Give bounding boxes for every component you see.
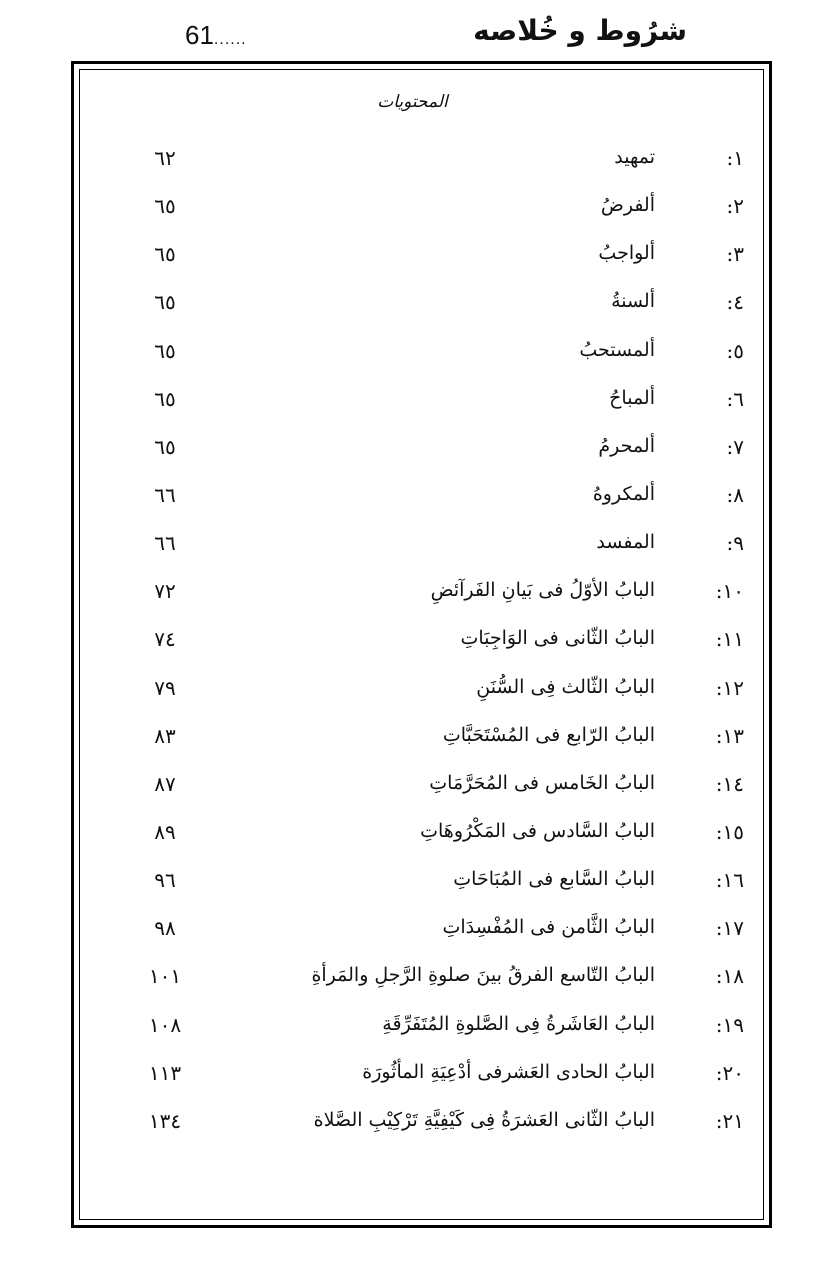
toc-entry-page: ٦٥ (154, 435, 176, 459)
toc-entry-page: ٧٤ (154, 627, 176, 651)
toc-entry-page: ٨٧ (154, 772, 176, 796)
toc-entry[interactable] (100, 146, 750, 186)
page-number-dots: ...... (213, 31, 247, 48)
toc-entry[interactable] (100, 531, 750, 571)
toc-entry[interactable] (100, 339, 750, 379)
toc-entry-title: ألفرضُ (600, 194, 655, 216)
toc-entry-page: ٦٥ (154, 290, 176, 314)
toc-entry-title: البابُ العَاشَرةُ فِى الصَّلوةِ المُتَفَرِّقَةِ (382, 1013, 655, 1035)
toc-heading: المحتويات (377, 92, 448, 112)
toc-entry-index: ٨: (726, 483, 744, 507)
toc-entry-title: ألمباحُ (609, 387, 655, 409)
toc-entry-title: ألسنةُ (611, 290, 655, 312)
toc-entry-index: ٧: (726, 435, 744, 459)
toc-entry-page: ٧٢ (154, 579, 176, 603)
toc-entry[interactable] (100, 1061, 750, 1101)
toc-entry-page: ١٠١ (148, 964, 182, 988)
toc-entry-title: البابُ الثَّامن فى المُفْسِدَاتِ (442, 916, 655, 938)
book-title: شرُوط و خُلاصه (473, 14, 687, 47)
toc-entry[interactable] (100, 964, 750, 1004)
toc-entry-page: ٦٦ (154, 483, 176, 507)
toc-entry-title: تمهيد (614, 146, 655, 168)
toc-entry-index: ١٢: (715, 676, 744, 700)
toc-entry-index: ٤: (726, 290, 744, 314)
toc-entry-index: ٥: (726, 339, 744, 363)
toc-entry[interactable] (100, 290, 750, 330)
toc-entry-page: ٦٥ (154, 194, 176, 218)
toc-entry-index: ٢: (726, 194, 744, 218)
toc-entry-index: ١٧: (715, 916, 744, 940)
page-number-value: 61 (185, 20, 214, 50)
toc-entry-title: البابُ الخَامس فى المُحَرَّمَاتِ (429, 772, 655, 794)
toc-entry-title: البابُ التّاسع الفرقُ بينَ صلوةِ الرَّجلِ والمَرأةِ (311, 964, 655, 986)
toc-entry[interactable] (100, 676, 750, 716)
toc-entry-index: ١١: (715, 627, 744, 651)
toc-entry-title: البابُ الحادى العَشرفى أدْعِيَةِ المأثُورَة (362, 1061, 655, 1083)
toc-entry-page: ٧٩ (154, 676, 176, 700)
toc-entry-page: ٩٦ (154, 868, 176, 892)
toc-entry-index: ١٠: (715, 579, 744, 603)
toc-entry-title: البابُ السَّادس فى المَكْرُوهَاتِ (420, 820, 655, 842)
toc-entry-page: ٦٥ (154, 387, 176, 411)
toc-entry-page: ٩٨ (154, 916, 176, 940)
toc-entry-title: ألمحرمُ (598, 435, 655, 457)
toc-entry-index: ١٨: (715, 964, 744, 988)
toc-entry-title: البابُ الثّالث فِى السُّنَنِ (476, 676, 655, 698)
toc-entry-title: البابُ الأوّلُ فى بَيانِ الفَرآئضِ (430, 579, 655, 601)
toc-entry-page: ٦٦ (154, 531, 176, 555)
toc-entry-title: ألمكروهُ (592, 483, 655, 505)
toc-entry-title: ألمستحبُ (579, 339, 655, 361)
toc-entry-index: ٩: (726, 531, 744, 555)
toc-entry-title: البابُ الثّانى فى الوَاجِبَاتِ (460, 627, 655, 649)
toc-entry-page: ٦٥ (154, 242, 176, 266)
toc-entry[interactable] (100, 1013, 750, 1053)
toc-entry[interactable] (100, 242, 750, 282)
toc-entry[interactable] (100, 194, 750, 234)
toc-entry-index: ١٤: (715, 772, 744, 796)
toc-entry-page: ٦٥ (154, 339, 176, 363)
toc-entry-page: ١١٣ (148, 1061, 182, 1085)
toc-entry-index: ١: (726, 146, 744, 170)
toc-entry[interactable] (100, 579, 750, 619)
toc-entry[interactable] (100, 724, 750, 764)
toc-entry-index: ٢٠: (715, 1061, 744, 1085)
toc-entry-page: ١٣٤ (148, 1109, 182, 1133)
toc-entry-index: ٣: (726, 242, 744, 266)
toc-entry[interactable] (100, 772, 750, 812)
toc-entry[interactable] (100, 483, 750, 523)
toc-entry-index: ٦: (726, 387, 744, 411)
toc-entry[interactable] (100, 868, 750, 908)
toc-entry[interactable] (100, 1109, 750, 1149)
toc-entry-index: ١٩: (715, 1013, 744, 1037)
toc-entry-title: البابُ الرّابع فى المُسْتَحَبَّاتِ (442, 724, 655, 746)
toc-entry[interactable] (100, 820, 750, 860)
toc-entry-page: ٨٩ (154, 820, 176, 844)
toc-entry-page: ٨٣ (154, 724, 176, 748)
toc-entry-page: ٦٢ (154, 146, 176, 170)
toc-entry-page: ١٠٨ (148, 1013, 182, 1037)
page-number (185, 20, 247, 51)
toc-entry-index: ٢١: (715, 1109, 744, 1133)
toc-entry[interactable] (100, 387, 750, 427)
toc-entry[interactable] (100, 916, 750, 956)
toc-entry-index: ١٦: (715, 868, 744, 892)
toc-entry-title: البابُ الثّانى العَشرَةُ فِى كَيْفِيَّةِ تَرْكِيْبِ الصَّلاة (313, 1109, 655, 1131)
toc-entry-index: ١٥: (715, 820, 744, 844)
toc-entry-title: المفسد (596, 531, 655, 553)
toc-entry-title: ألواجبُ (598, 242, 655, 264)
toc-entry[interactable] (100, 435, 750, 475)
toc-entry-title: البابُ السَّابع فى المُبَاحَاتِ (453, 868, 655, 890)
toc-entry-index: ١٣: (715, 724, 744, 748)
toc-entry[interactable] (100, 627, 750, 667)
